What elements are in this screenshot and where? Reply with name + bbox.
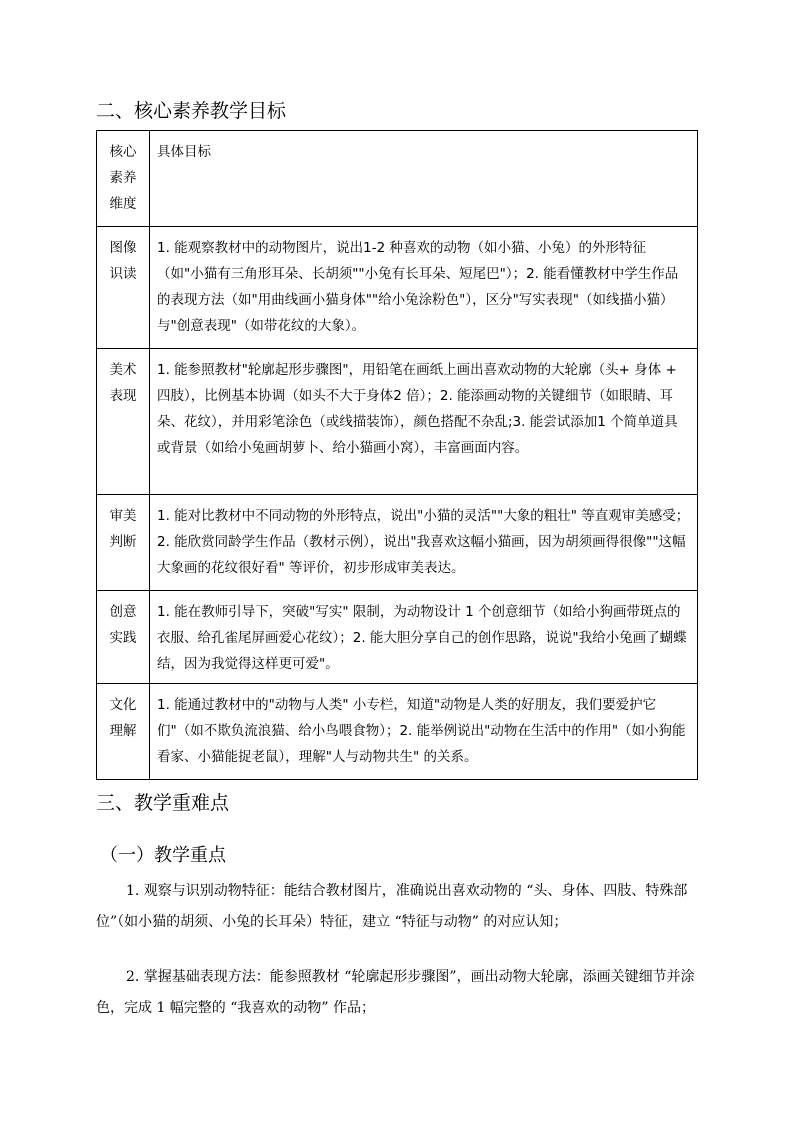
- header-target: 具体目标: [150, 131, 698, 227]
- dimension-cell: [97, 591, 150, 684]
- target-text: 1. 能对比教材中不同动物的外形特点，说出"小猫的灵活""大象的粗壮" 等直观审美感受；2. 能欣赏同龄学生作品（教材示例），说出"我喜欢这幅小猫画，因为胡须画得很像""这幅大象画的花纹很好看" 等评价，初步形成审美表达。: [150, 495, 698, 591]
- table-row: [97, 591, 698, 684]
- table-row: [97, 227, 698, 349]
- dimension-cell: [97, 227, 150, 349]
- dimension-label: 审美判断: [109, 508, 137, 550]
- table-header-row: [97, 131, 698, 227]
- header-dimension: 核心素养维度: [109, 144, 137, 212]
- goals-table: [96, 130, 698, 780]
- dimension-label: 创意实践: [109, 604, 137, 646]
- section-title-goals: 二、核心素养教学目标: [96, 100, 287, 122]
- dimension-label: 文化理解: [109, 697, 137, 739]
- header-dimension-cell: [97, 131, 150, 227]
- section-title-key-points: 三、教学重难点: [96, 792, 230, 814]
- dimension-label: 美术表现: [109, 362, 137, 404]
- table-row: [97, 349, 698, 495]
- table-row: [97, 684, 698, 780]
- focus-item-1: 1. 观察与识别动物特征：能结合教材图片，准确说出喜欢动物的 “头、身体、四肢、特殊部位”（如小猫的胡须、小兔的长耳朵）特征，建立 “特征与动物” 的对应认知；: [96, 883, 688, 930]
- table-row: [97, 495, 698, 591]
- target-text: 1. 能在教师引导下，突破"写实" 限制，为动物设计 1 个创意细节（如给小狗画带斑点的衣服、给孔雀尾屏画爱心花纹）；2. 能大胆分享自己的创作思路，说说"我给小兔画了蝴蝶结，因为我觉得这样更可爱"。: [150, 591, 698, 684]
- dimension-cell: [97, 684, 150, 780]
- target-text: 1. 能观察教材中的动物图片，说出1-2 种喜欢的动物（如小猫、小兔）的外形特征（如"小猫有三角形耳朵、长胡须""小兔有长耳朵、短尾巴"）；2. 能看懂教材中学生作品的表现方法（如"用曲线画小猫身体""给小兔涂粉色"），区分"写实表现"（如线描小猫）与"创意表现"（如带花纹的大象）。: [150, 227, 698, 349]
- focus-item-2: 2. 掌握基础表现方法：能参照教材 “轮廓起形步骤图”，画出动物大轮廓，添画关键细节并涂色，完成 1 幅完整的 “我喜欢的动物” 作品；: [96, 969, 695, 1016]
- dimension-label: 图像识读: [109, 240, 137, 282]
- dimension-cell: [97, 349, 150, 495]
- dimension-cell: [97, 495, 150, 591]
- target-text: 1. 能通过教材中的"动物与人类" 小专栏，知道"动物是人类的好朋友，我们要爱护它们"（如不欺负流浪猫、给小鸟喂食物）；2. 能举例说出"动物在生活中的作用"（如小狗能看家、小猫能捉老鼠），理解"人与动物共生" 的关系。: [150, 684, 698, 780]
- target-text: 1. 能参照教材"轮廓起形步骤图"，用铅笔在画纸上画出喜欢动物的大轮廓（头+ 身体 + 四肢），比例基本协调（如头不大于身体2 倍）；2. 能添画动物的关键细节（如眼睛、耳朵、花纹），并用彩笔涂色（或线描装饰），颜色搭配不杂乱;3. 能尝试添加1 个简单道具或背景（如给小兔画胡萝卜、给小猫画小窝），丰富画面内容。: [150, 349, 698, 495]
- subsection-title-focus: （一）教学重点: [100, 845, 226, 866]
